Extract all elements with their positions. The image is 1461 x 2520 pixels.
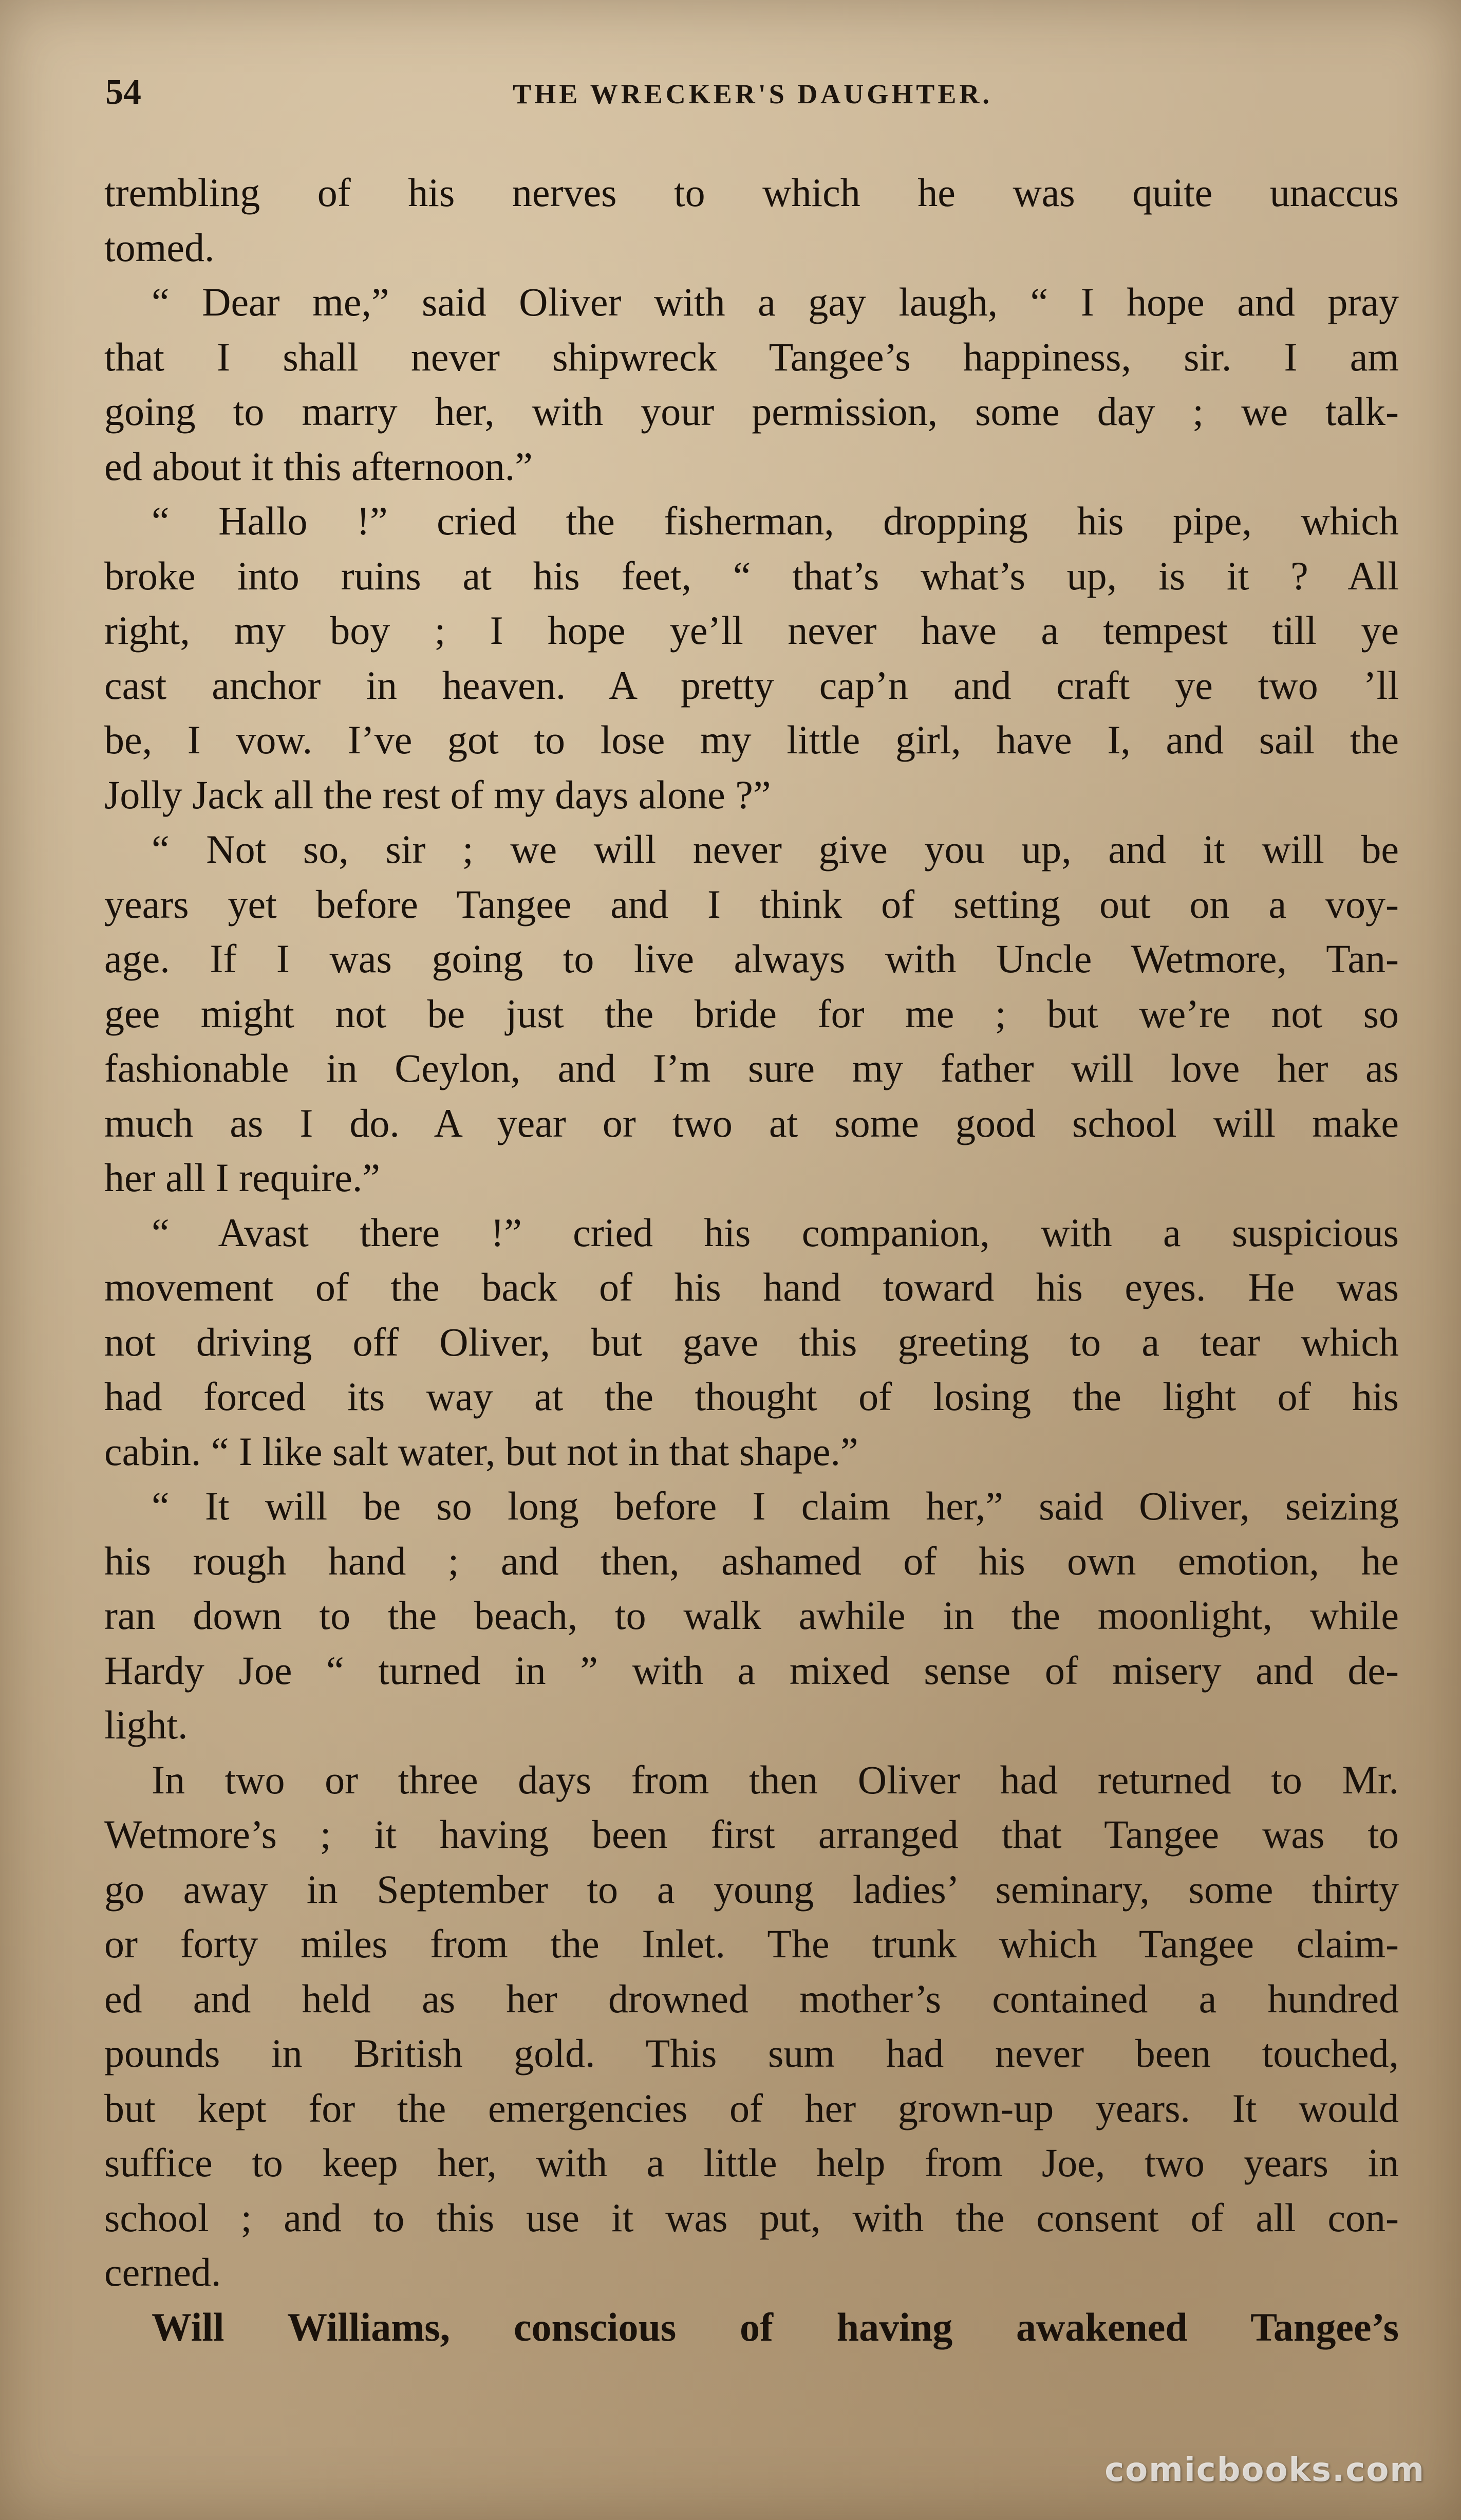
text-line: age. If I was going to live always with Uncle Wetmore, Tan- <box>104 936 1399 981</box>
text-line: right, my boy ; I hope ye’ll never have a tempest till ye <box>104 608 1399 653</box>
text-line: go away in September to a young ladies’ seminary, some thirty <box>104 1866 1399 1912</box>
text-line: Will Williams, conscious of having awakened Tangee’s <box>152 2304 1399 2349</box>
text-line: going to marry her, with your permission, some day ; we talk- <box>104 389 1399 434</box>
text-line: school ; and to this use it was put, with the consent of all con- <box>104 2195 1399 2240</box>
text-line: suffice to keep her, with a little help from Joe, two years in <box>104 2140 1399 2185</box>
text-line: be, I vow. I’ve got to lose my little girl, have I, and sail the <box>104 717 1399 762</box>
page-number: 54 <box>105 72 141 112</box>
text-line: Hardy Joe “ turned in ” with a mixed sense of misery and de- <box>104 1647 1399 1693</box>
text-line: not driving off Oliver, but gave this greeting to a tear which <box>104 1319 1399 1364</box>
text-line: “ Hallo !” cried the fisherman, dropping his pipe, which <box>152 498 1399 543</box>
text-line: ran down to the beach, to walk awhile in the moonlight, while <box>104 1593 1399 1638</box>
text-line: fashionable in Ceylon, and I’m sure my father will love her as <box>104 1046 1399 1090</box>
text-line: “ It will be so long before I claim her,” said Oliver, seizing <box>152 1484 1399 1528</box>
text-line: ed and held as her drowned mother’s contained a hundred <box>104 1976 1399 2021</box>
page-header <box>105 67 1400 123</box>
text-line: cast anchor in heaven. A pretty cap’n and craft ye two ’ll <box>104 662 1399 708</box>
text-line: much as I do. A year or two at some good school will make <box>104 1100 1399 1145</box>
text-line: broke into ruins at his feet, “ that’s what’s up, is it ? All <box>104 553 1399 598</box>
text-line: cabin. “ I like salt water, but not in that shape.” <box>104 1429 858 1474</box>
text-line: Jolly Jack all the rest of my days alone ?” <box>104 772 771 817</box>
text-line: “ Dear me,” said Oliver with a gay laugh, “ I hope and pray <box>152 280 1399 324</box>
running-title: THE WRECKER'S DAUGHTER. <box>513 79 992 109</box>
text-line: his rough hand ; and then, ashamed of his own emotion, he <box>104 1538 1399 1583</box>
text-line: trembling of his nerves to which he was quite unaccus <box>104 170 1399 215</box>
text-line: Wetmore’s ; it having been first arranged that Tangee was to <box>104 1812 1399 1857</box>
text-line: “ Not so, sir ; we will never give you up, and it will be <box>152 827 1399 872</box>
text-line: but kept for the emergencies of her grown-up years. It would <box>104 2085 1399 2130</box>
text-line: her all I require.” <box>104 1155 381 1200</box>
text-line: gee might not be just the bride for me ; but we’re not so <box>104 991 1399 1036</box>
text-line: pounds in British gold. This sum had never been touched, <box>104 2031 1399 2076</box>
text-line: cerned. <box>104 2250 221 2294</box>
text-line: that I shall never shipwreck Tangee’s happiness, sir. I am <box>104 334 1399 379</box>
text-line: light. <box>104 1702 188 1747</box>
body-text <box>104 165 1399 2355</box>
text-line: movement of the back of his hand toward his eyes. He was <box>104 1265 1399 1309</box>
text-line: In two or three days from then Oliver had returned to Mr. <box>152 1757 1399 1802</box>
text-line: “ Avast there !” cried his companion, with a suspicious <box>152 1210 1399 1255</box>
watermark-logo: comicbooks.com <box>1104 2451 1425 2489</box>
text-line: years yet before Tangee and I think of setting out on a voy- <box>104 881 1399 927</box>
text-line: ed about it this afternoon.” <box>104 443 533 489</box>
text-line: had forced its way at the thought of losing the light of his <box>104 1374 1399 1419</box>
text-line: tomed. <box>104 225 215 270</box>
text-line: or forty miles from the Inlet. The trunk which Tangee claim- <box>104 1921 1399 1966</box>
